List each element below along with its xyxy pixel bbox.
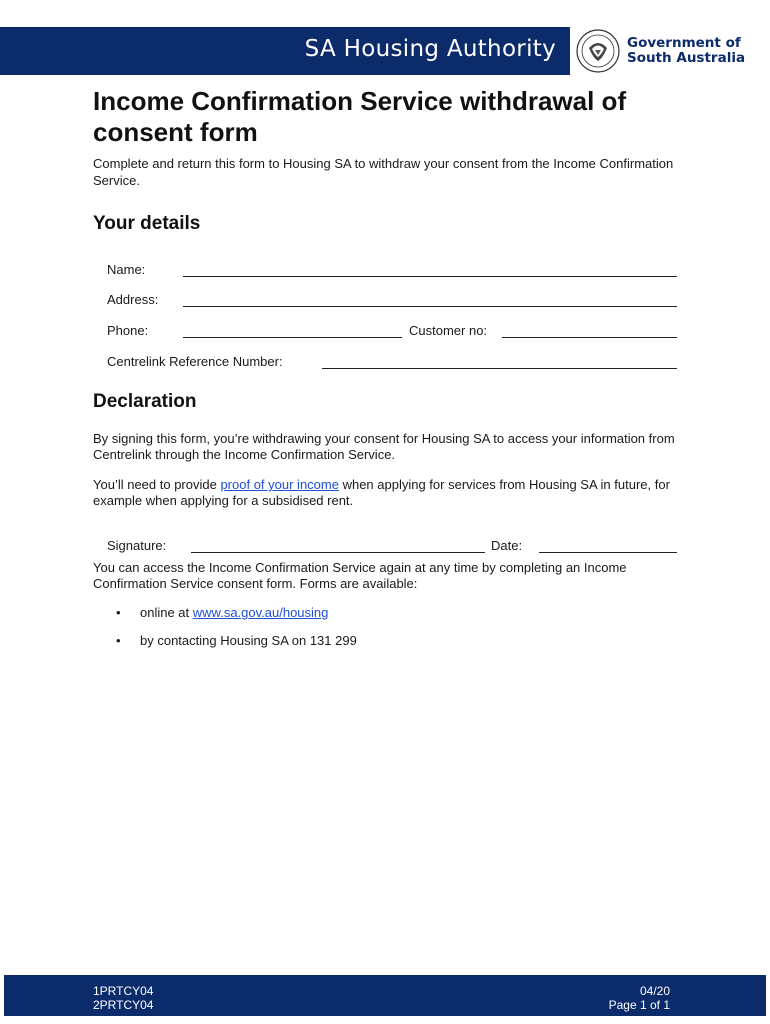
- signature-label: Signature:: [107, 538, 167, 553]
- declaration-heading: Declaration: [93, 391, 197, 412]
- footer-page-info: [609, 984, 670, 1012]
- agency-title: SA Housing Authority: [304, 36, 556, 62]
- centrelink-reference-field[interactable]: [322, 368, 677, 369]
- name-label: Name:: [107, 262, 146, 277]
- phone-field[interactable]: [183, 337, 402, 338]
- south-australia-crest-icon: [575, 28, 621, 74]
- page-number: Page 1 of 1: [608, 998, 670, 1012]
- bullet-contact: by contacting Housing SA on 131 299: [140, 633, 357, 648]
- declaration-paragraph-2: You’ll need to provide proof of your income when applying for services from Housing SA in future, for example when applying for a subsidised rent.: [93, 477, 670, 508]
- customer-no-label: Customer no:: [409, 323, 488, 338]
- centrelink-reference-label: Centrelink Reference Number:: [107, 354, 283, 369]
- address-label: Address:: [107, 292, 159, 307]
- date-field[interactable]: [539, 552, 677, 553]
- proof-of-income-link[interactable]: proof of your income: [220, 477, 339, 492]
- your-details-heading: Your details: [93, 213, 201, 234]
- bullet-icon: •: [116, 605, 121, 620]
- phone-label: Phone:: [107, 323, 149, 338]
- form-date: 04/20: [639, 984, 670, 998]
- form-codes: 1PRTCY04 2PRTCY04: [93, 984, 154, 1012]
- bullet-online: online at www.sa.gov.au/housing: [140, 605, 329, 620]
- date-label: Date:: [491, 538, 523, 553]
- header-bar: [0, 27, 570, 75]
- intro-text: Complete and return this form to Housing SA to withdraw your consent from the Income Confirmation Service.: [93, 156, 674, 188]
- declaration-paragraph-3: You can access the Income Confirmation Service again at any time by completing an Income Confirmation Service consent form. Forms are available:: [93, 560, 627, 591]
- customer-no-field[interactable]: [502, 337, 677, 338]
- bullet-icon: •: [116, 633, 121, 648]
- name-field[interactable]: [183, 276, 677, 277]
- housing-website-link[interactable]: www.sa.gov.au/housing: [192, 605, 329, 620]
- page-title: Income Confirmation Service withdrawal of consent form: [93, 86, 627, 147]
- signature-field[interactable]: [191, 552, 485, 553]
- declaration-paragraph-1: By signing this form, you’re withdrawing your consent for Housing SA to access your information from Centrelink through the Income Confirmation Service.: [93, 431, 675, 462]
- government-logo-text: Government of South Australia: [627, 35, 746, 66]
- footer-bar: [4, 975, 766, 1016]
- address-field[interactable]: [183, 306, 677, 307]
